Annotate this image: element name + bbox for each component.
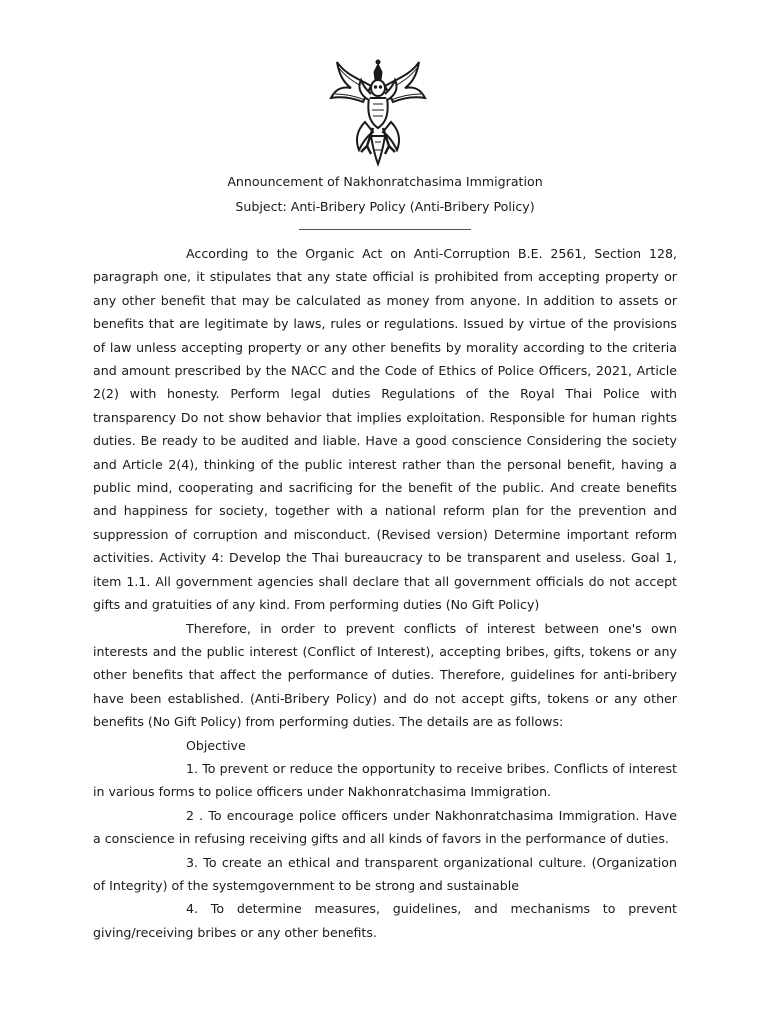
garuda-emblem-icon xyxy=(327,56,429,168)
objective-item-4: 4. To determine measures, guidelines, and mechanisms to prevent giving/receiving bribes or any other benefits. xyxy=(93,901,677,940)
paragraph-therefore: Therefore, in order to prevent conflicts of interest between one's own interests and the public interest (Conflict of Interest), accepting bribes, gifts, tokens or any other benefits that affect the performance of duties. Therefore, guidelines for anti-bribery have been established. (Anti-Bribery Policy) and do not accept gifts, tokens or any other benefits (No Gift Policy) from performing duties. The details are as follows: xyxy=(93,620,677,730)
objective-item-2: 2 . To encourage police officers under Nakhonratchasima Immigration. Have a conscience in refusing receiving gifts and all kinds of favors in the performance of duties. xyxy=(93,807,677,847)
announcement-title: Announcement of Nakhonratchasima Immigration xyxy=(227,174,543,189)
announcement-subject: Subject: Anti-Bribery Policy (Anti-Bribery Policy) xyxy=(235,199,535,214)
announcement-body xyxy=(93,242,677,944)
title-divider xyxy=(299,229,471,230)
objective-item-3: 3. To create an ethical and transparent organizational culture. (Organization of Integrity) of the systemgovernment to be strong and sustainable xyxy=(93,854,677,893)
objective-heading: Objective xyxy=(186,737,246,753)
paragraph-legal-basis: According to the Organic Act on Anti-Corruption B.E. 2561, Section 128, paragraph one, it stipulates that any state official is prohibited from accepting property or any other benefit that may be calculated as money from anyone. In addition to assets or benefits that are legitimate by laws, rules or regulations. Issued by virtue of the provisions of law unless accepting property or any other benefits by morality according to the criteria and amount prescribed by the NACC and the Code of Ethics of Police Officers, 2021, Article 2(2) with honesty. Perform legal duties Regulations of the Royal Thai Police with transparency Do not show behavior that implies exploitation. Responsible for human rights duties. Be ready to be audited and liable. Have a good conscience Considering the society and Article 2(4), thinking of the public interest rather than the personal benefit, having a public mind, cooperating and sacrificing for the benefit of the public. And create benefits and happiness for society, together with a national reform plan for the prevention and suppression of corruption and misconduct. (Revised version) Determine important reform activities. Activity 4: Develop the Thai bureaucracy to be transparent and useless. Goal 1, item 1.1. All government agencies shall declare that all government officials do not accept gifts and gratuities of any kind. From performing duties (No Gift Policy) xyxy=(93,246,677,613)
objective-item-1: 1. To prevent or reduce the opportunity to receive bribes. Conflicts of interest in various forms to police officers under Nakhonratchasima Immigration. xyxy=(93,760,677,800)
